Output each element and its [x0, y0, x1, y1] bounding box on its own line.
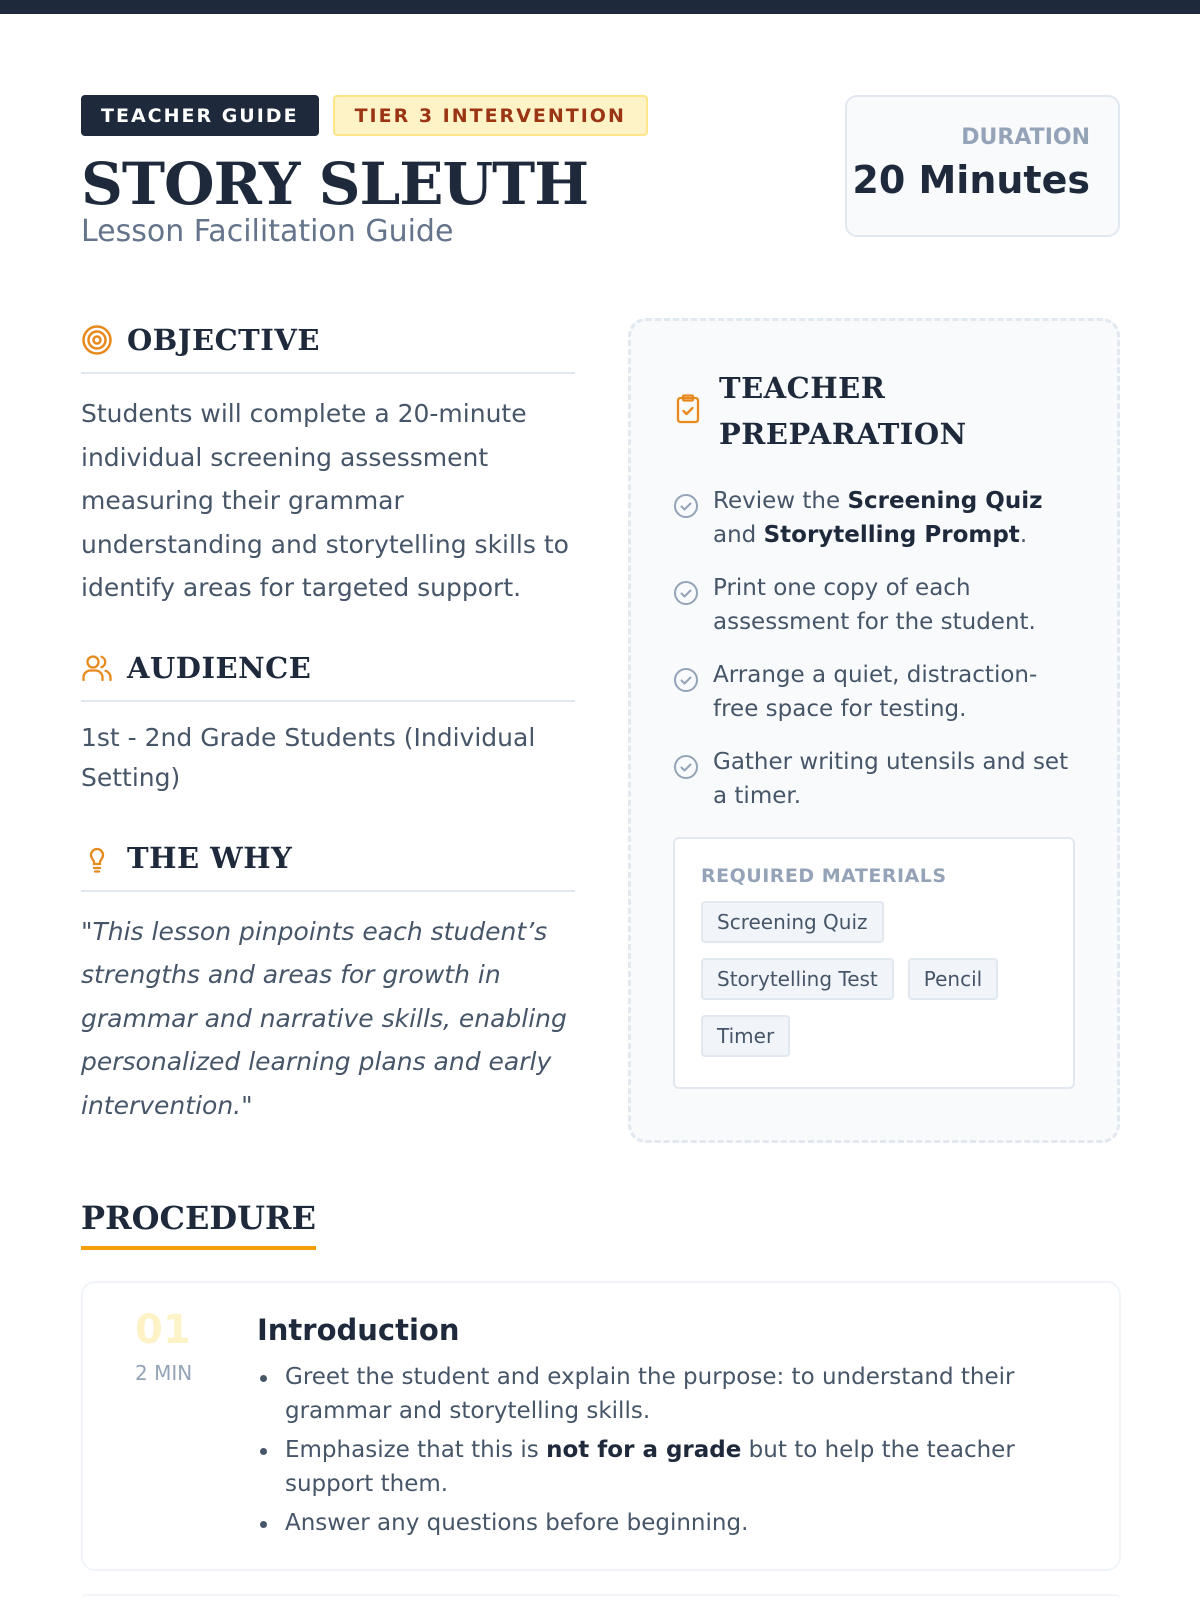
audience-header: [81, 646, 575, 702]
lightbulb-icon: [81, 842, 113, 874]
checklist-text: Gather writing utensils and set a timer.: [713, 749, 1069, 809]
checklist-item: [673, 659, 1075, 726]
top-accent-bar: [0, 0, 1200, 14]
check-circle-icon: [673, 754, 699, 813]
teacher-preparation-card: [628, 318, 1120, 1143]
step-bullets: [257, 1361, 1087, 1541]
why-header: [81, 836, 575, 892]
step-title: Introduction: [257, 1313, 460, 1347]
step-body: [257, 1313, 1087, 1547]
checklist-item: [673, 572, 1075, 639]
check-circle-icon: [673, 580, 699, 639]
required-materials-box: [673, 837, 1075, 1089]
preparation-checklist: [673, 485, 1075, 813]
objective-text: Students will complete a 20-minute individual screening assessment measuring their grammar understanding and storytelling skills to identify areas for targeted support.: [81, 399, 569, 602]
teacher-guide-badge: TEACHER GUIDE: [81, 95, 319, 136]
material-chip: Pencil: [908, 958, 998, 1000]
audience-title: AUDIENCE: [127, 650, 312, 685]
preparation-title-line2: PREPARATION: [719, 417, 967, 451]
preparation-header: [673, 365, 1075, 457]
next-step-card-edge: [81, 1594, 1121, 1600]
checklist-item: [673, 746, 1075, 813]
procedure-step-card: [81, 1281, 1121, 1571]
page-title: STORY SLEUTH: [81, 150, 588, 218]
why-quote: "This lesson pinpoints each student’s strengths and areas for growth in grammar and narrative skills, enabling personalized learning plans and early intervention.": [81, 916, 567, 1120]
step-bullet: Emphasize that this is not for a grade but to help the teacher support them.: [257, 1434, 1087, 1501]
checklist-item: [673, 485, 1075, 552]
step-bullet: Answer any questions before beginning.: [257, 1507, 1087, 1541]
audience-text: 1st - 2nd Grade Students (Individual Setting): [81, 722, 536, 792]
target-icon: [81, 324, 113, 356]
check-circle-icon: [673, 493, 699, 552]
material-chip: Screening Quiz: [701, 901, 884, 943]
material-chip: Timer: [701, 1015, 790, 1057]
check-circle-icon: [673, 667, 699, 726]
objective-title: OBJECTIVE: [127, 323, 320, 357]
checklist-text: Print one copy of each assessment for the student.: [713, 575, 1036, 635]
material-chip: Storytelling Test: [701, 958, 894, 1000]
materials-label: REQUIRED MATERIALS: [701, 865, 947, 887]
left-column: [81, 318, 575, 1127]
procedure-title: PROCEDURE: [81, 1198, 316, 1250]
duration-value: 20 Minutes: [852, 158, 1090, 202]
checklist-text: Arrange a quiet, distraction-free space for testing.: [713, 662, 1038, 722]
why-title: THE WHY: [127, 840, 293, 875]
materials-list: [701, 901, 1001, 1057]
users-icon: [81, 652, 113, 684]
preparation-title-line1: TEACHER: [719, 371, 886, 405]
step-bullet: Greet the student and explain the purpose: to understand their grammar and storytelling skills.: [257, 1361, 1087, 1428]
step-duration: 2 MIN: [135, 1361, 193, 1385]
duration-label: DURATION: [961, 125, 1090, 150]
objective-header: [81, 318, 575, 374]
page-subtitle: Lesson Facilitation Guide: [81, 214, 454, 249]
tier-badge: TIER 3 INTERVENTION: [333, 95, 648, 136]
clipboard-check-icon: [673, 393, 703, 430]
preparation-title: [719, 365, 967, 457]
checklist-text: Review the Screening Quiz and Storytelling Prompt.: [713, 488, 1043, 548]
duration-box: [845, 95, 1120, 237]
step-number: 01: [135, 1307, 191, 1353]
